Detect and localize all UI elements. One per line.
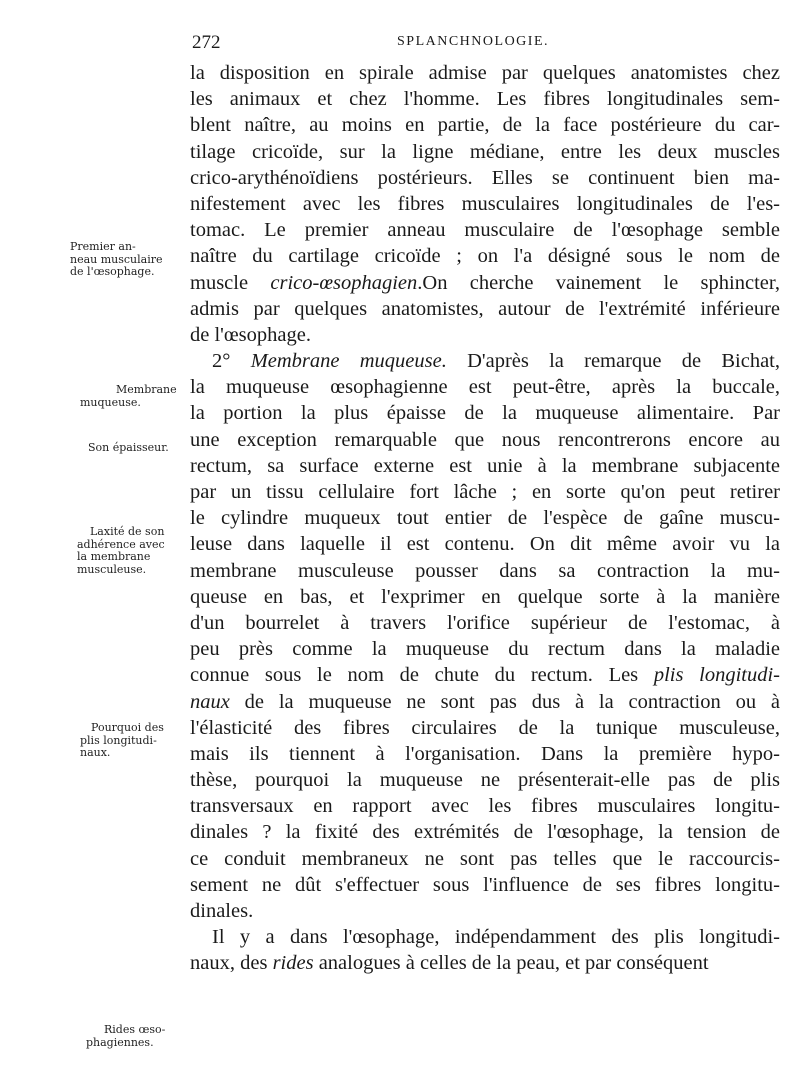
text-line — [190, 898, 780, 924]
text-line — [190, 427, 780, 453]
margin-note-line: de l'œsophage. — [70, 265, 155, 278]
text-line — [190, 165, 780, 191]
text-line — [190, 139, 780, 165]
text-line — [190, 636, 780, 662]
text-line — [190, 610, 780, 636]
margin-note-line: Pourquoi des — [91, 721, 164, 734]
text-line — [190, 662, 780, 688]
text-line — [190, 558, 780, 584]
margin-note-line: phagiennes. — [86, 1035, 154, 1049]
margin-note-line: muqueuse. — [80, 395, 141, 409]
text-segment: connue sous le nom de chute du rectum. Les — [190, 664, 654, 687]
margin-note-line: musculeuse. — [77, 562, 147, 576]
text-segment: crico-arythénoïdiens postérieurs. Elles se continuent bien ma- — [190, 166, 780, 189]
text-segment: par un tissu cellulaire fort lâche ; en sorte qu'on peut retirer — [190, 481, 780, 503]
text-segment: dinales. — [190, 900, 254, 922]
text-segment: le cylindre muqueux tout entier de l'espèce de gaîne muscu- — [190, 507, 780, 530]
margin-note-line: Rides œso- — [104, 1023, 166, 1036]
text-segment: les animaux et chez l'homme. Les fibres longitudinales sem- — [190, 88, 780, 111]
text-segment: analogues à celles de la peau, et par conséquent — [313, 952, 709, 975]
text-line — [190, 112, 780, 138]
text-segment: la portion la plus épaisse de la muqueuse alimentaire. Par — [190, 402, 780, 425]
text-segment: peu près comme la muqueuse du rectum dans la maladie — [190, 638, 780, 661]
text-segment: mais ils tiennent à l'organisation. Dans la première hypo- — [190, 742, 780, 765]
text-line — [190, 584, 780, 610]
margin-note-pourquoi-plis — [80, 722, 194, 760]
margin-note-line: Premier an- — [70, 240, 136, 253]
text-segment: tilage cricoïde, sur la ligne médiane, entre les deux muscles — [190, 140, 780, 163]
text-line — [190, 531, 780, 557]
text-segment: .On cherche vainement le sphincter, — [417, 271, 780, 294]
margin-note-line: neau musculaire — [70, 252, 163, 266]
text-line — [190, 505, 780, 531]
margin-note-line: Membrane — [116, 383, 177, 396]
text-line — [190, 715, 780, 741]
text-segment: dinales ? la fixité des extrémités de l'œsophage, la tension de — [190, 821, 780, 844]
margin-note-line: adhérence avec — [77, 537, 165, 551]
text-segment: transversaux en rapport avec les fibres musculaires longitu- — [190, 795, 780, 818]
text-line — [190, 296, 780, 322]
text-line — [190, 374, 780, 400]
body-text — [190, 60, 780, 977]
text-line — [190, 689, 780, 715]
margin-note-rides — [86, 1024, 200, 1049]
text-segment: Il y a dans l'œsophage, indépendamment des plis longitudi- — [212, 926, 780, 949]
text-segment: naux, des — [190, 952, 273, 975]
text-line — [190, 793, 780, 819]
text-line — [190, 270, 780, 296]
margin-note-line: Son épaisseur. — [88, 441, 169, 454]
running-head: SPLANCHNOLOGIE. — [397, 34, 549, 49]
margin-note-membrane-muqueuse — [80, 384, 194, 409]
margin-note-line: la membrane — [77, 550, 151, 563]
text-line — [190, 217, 780, 243]
text-segment: queuse en bas, et l'exprimer en quelque sorte à la manière — [190, 585, 780, 608]
italic-text: plis longitudi- — [653, 664, 780, 687]
text-line — [190, 400, 780, 426]
page-number: 272 — [192, 32, 221, 53]
text-line — [190, 819, 780, 845]
text-line — [190, 191, 780, 217]
text-line — [190, 348, 780, 374]
text-line — [190, 950, 780, 976]
text-line — [190, 924, 780, 950]
text-line — [190, 846, 780, 872]
text-line — [190, 767, 780, 793]
margin-note-son-epaisseur — [88, 442, 202, 455]
text-segment: d'un bourrelet à travers l'orifice supérieur de l'estomac, à — [190, 611, 780, 634]
text-segment: ce conduit membraneux ne sont pas telles que le raccourcis- — [190, 847, 780, 870]
page-header — [0, 32, 800, 56]
text-segment: admis par quelques anatomistes, autour de l'extrémité inférieure — [190, 297, 780, 320]
text-segment: de la muqueuse ne sont pas dus à la contraction ou à — [229, 690, 780, 713]
text-segment: leuse dans laquelle il est contenu. On dit même avoir vu la — [190, 533, 780, 556]
text-line — [190, 453, 780, 479]
text-segment: nifestement avec les fibres musculaires longitudinales de l'es- — [190, 192, 780, 215]
text-segment: tomac. Le premier anneau musculaire de l'œsophage semble — [190, 219, 780, 242]
margin-note-premier-anneau — [70, 241, 184, 279]
text-line — [190, 479, 780, 505]
text-line — [190, 322, 780, 348]
text-line — [190, 86, 780, 112]
text-segment: 2° — [212, 350, 251, 373]
text-line — [190, 60, 780, 86]
italic-text: Membrane muqueuse. — [250, 350, 447, 373]
italic-text: rides — [272, 952, 314, 975]
italic-text: crico-œsophagien — [270, 271, 418, 294]
margin-note-line: Laxité de son — [90, 525, 165, 538]
text-segment: membrane musculeuse pousser dans sa contraction la mu- — [190, 559, 780, 582]
margin-note-laxite — [77, 526, 191, 576]
text-line — [190, 243, 780, 269]
text-segment: sement ne dût s'effectuer sous l'influence de ses fibres longitu- — [190, 873, 780, 896]
text-segment: la muqueuse œsophagienne est peut-être, après la buccale, — [190, 376, 780, 399]
text-segment: thèse, pourquoi la muqueuse ne présenterait-elle pas de plis — [190, 769, 780, 792]
text-segment: l'élasticité des fibres circulaires de la tunique musculeuse, — [190, 716, 780, 739]
italic-text: naux — [190, 690, 230, 713]
text-segment: D'après la remarque de Bichat, — [446, 350, 780, 373]
text-segment: naître du cartilage cricoïde ; on l'a désigné sous le nom de — [190, 245, 780, 268]
margin-note-line: naux. — [80, 746, 111, 759]
text-segment: rectum, sa surface externe est unie à la membrane subjacente — [190, 454, 780, 477]
text-segment: blent naître, au moins en partie, de la face postérieure du car- — [190, 114, 780, 137]
text-segment: la disposition en spirale admise par quelques anatomistes chez — [190, 62, 780, 84]
text-line — [190, 741, 780, 767]
text-segment: muscle — [190, 271, 271, 294]
text-segment: une exception remarquable que nous rencontrerons encore au — [190, 428, 780, 451]
text-segment: de l'œsophage. — [190, 323, 311, 346]
margin-note-line: plis longitudi- — [80, 733, 157, 747]
text-line — [190, 872, 780, 898]
